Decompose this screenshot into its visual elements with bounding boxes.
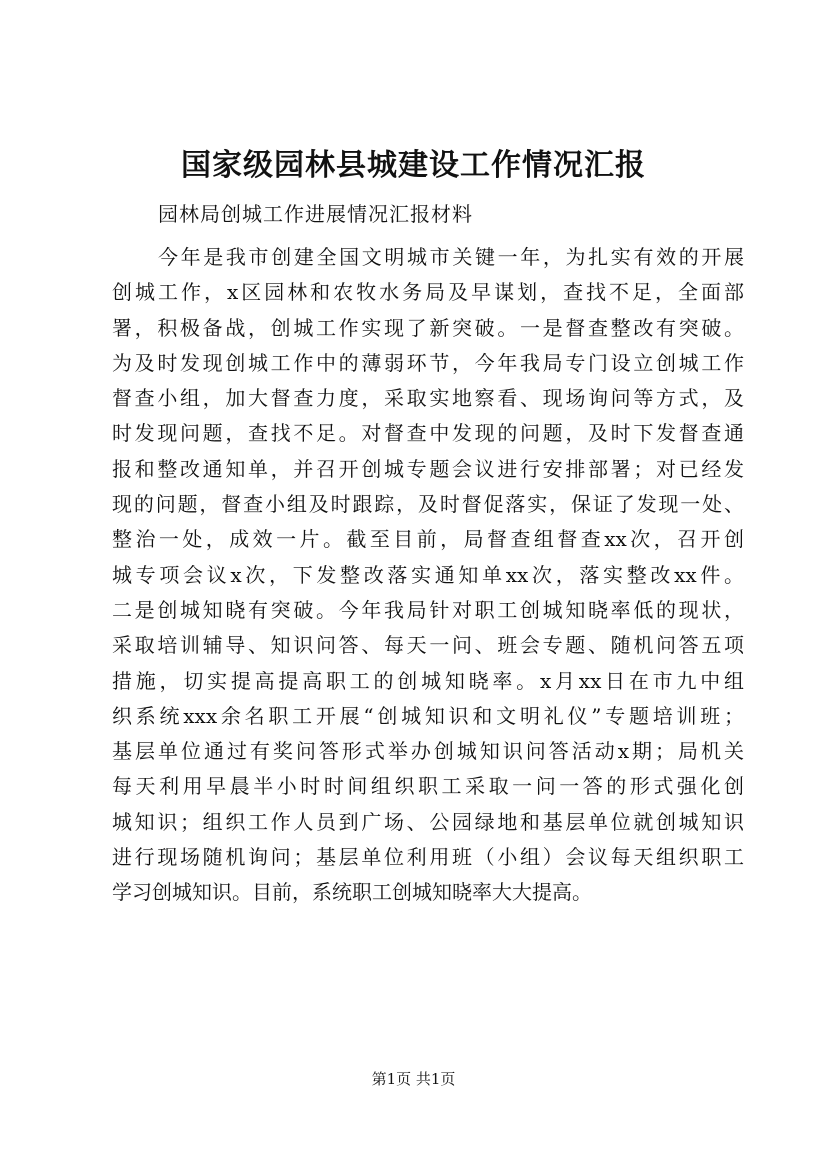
document-title: 国家级园林县城建设工作情况汇报 — [181, 148, 646, 183]
page-number-footer: 第1页 共1页 — [371, 1070, 456, 1088]
body-line: 措施，切实提高提高职工的创城知晓率。x月xx日在市九中组 — [112, 668, 744, 693]
body-line: 采取培训辅导、知识问答、每天一问、班会专题、随机问答五项 — [112, 633, 744, 658]
body-line: 基层单位通过有奖问答形式举办创城知识问答活动x期；局机关 — [112, 739, 744, 764]
body-line: 织系统xxx余名职工开展“创城知识和文明礼仪”专题培训班； — [112, 703, 744, 728]
body-line: 督查小组，加大督查力度，采取实地察看、现场询问等方式，及 — [112, 386, 744, 411]
body-line: 时发现问题，查找不足。对督查中发现的问题，及时下发督查通 — [112, 421, 744, 446]
body-line: 现的问题，督查小组及时跟踪，及时督促落实，保证了发现一处、 — [112, 492, 744, 517]
body-line: 为及时发现创城工作中的薄弱环节，今年我局专门设立创城工作 — [112, 350, 744, 375]
body-line: 学习创城知识。目前，系统职工创城知晓率大大提高。 — [112, 880, 592, 905]
body-line: 进行现场随机询问；基层单位利用班（小组）会议每天组织职工 — [112, 845, 744, 870]
body-line: 报和整改通知单，并召开创城专题会议进行安排部署；对已经发 — [112, 456, 744, 481]
body-line: 创城工作，x区园林和农牧水务局及早谋划，查找不足，全面部 — [112, 280, 744, 305]
body-line: 二是创城知晓有突破。今年我局针对职工创城知晓率低的现状， — [112, 597, 744, 622]
body-line: 整治一处，成效一片。截至目前，局督查组督查xx次，召开创 — [112, 527, 744, 552]
body-line: 署，积极备战，创城工作实现了新突破。一是督查整改有突破。 — [112, 315, 744, 340]
document-subtitle: 园林局创城工作进展情况汇报材料 — [158, 202, 473, 226]
body-line: 城知识；组织工作人员到广场、公园绿地和基层单位就创城知识 — [112, 809, 744, 834]
body-line: 今年是我市创建全国文明城市关键一年，为扎实有效的开展 — [158, 245, 744, 269]
body-line: 城专项会议x次，下发整改落实通知单xx次，落实整改xx件。 — [112, 562, 744, 587]
document-body — [112, 240, 744, 911]
body-line: 每天利用早晨半小时时间组织职工采取一问一答的形式强化创 — [112, 774, 744, 799]
